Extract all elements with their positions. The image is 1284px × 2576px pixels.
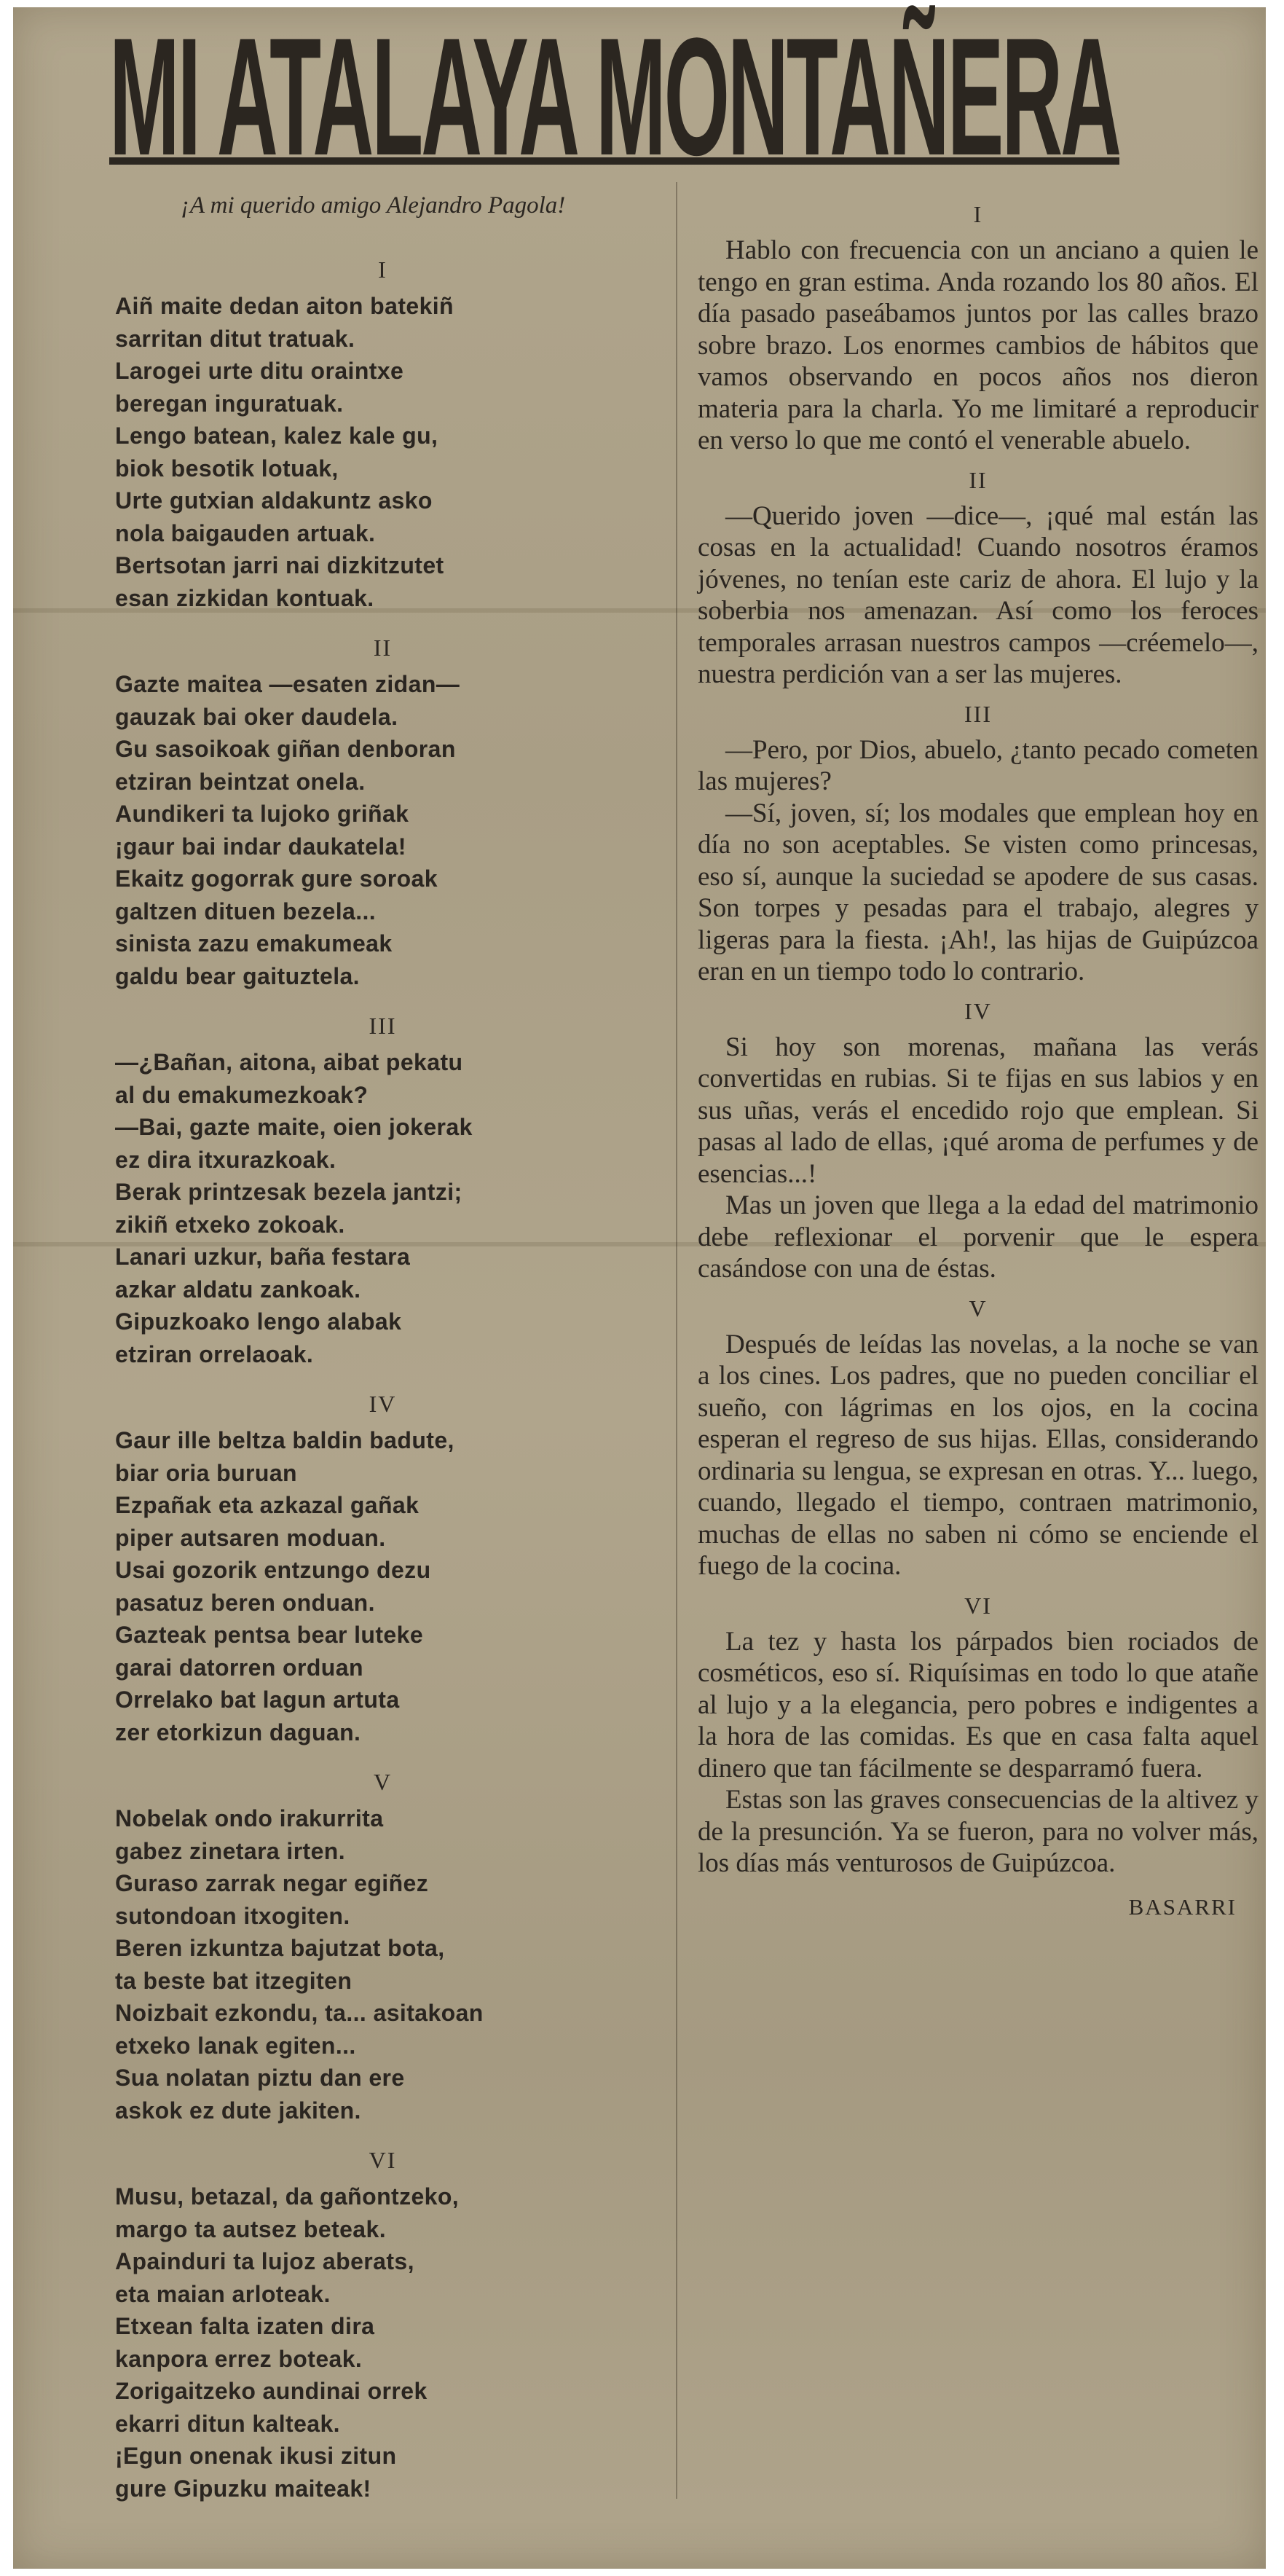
verse-line: ¡gaur bai indar daukatela! — [115, 833, 406, 860]
poem-stanza — [115, 1046, 650, 1370]
verse-line: Guraso zarrak negar egiñez — [115, 1870, 429, 1896]
verse-line: esan zizkidan kontuak. — [115, 584, 374, 611]
verse-line: Usai gozorik entzungo dezu — [115, 1557, 431, 1583]
prose-paragraph: Estas son las graves consecuencias de la altivez y de la presunción. Ya se fueron, para no volver más, los días más venturosos de Guipúzcoa. — [698, 1785, 1259, 1878]
author-signature: BASARRI — [1128, 1893, 1237, 1920]
spanish-prose-column — [698, 191, 1259, 1923]
verse-line: Gazteak pentsa bear luteke — [115, 1622, 424, 1648]
section-numeral: V — [969, 1295, 988, 1322]
prose-paragraph: Después de leídas las novelas, a la noche se van a los cines. Los padres, que no pueden conciliar el sueño, con lágrimas en los ojos, en la cocina esperan el regreso de sus hijas. Ellas, considerando ordinaria su lengua, se expresan en otras. Y... luego, cuando, llegado el tiempo, contraen matrimonio, muchas de ellas no saben ni cómo se enciende el fuego de la cocina. — [698, 1329, 1259, 1581]
verse-line: Urte gutxian aldakuntz asko — [115, 487, 433, 514]
verse-line: Gazte maitea —esaten zidan— — [115, 671, 460, 697]
verse-line: sinista zazu emakumeak — [115, 930, 393, 957]
poem-stanza — [115, 1424, 650, 1748]
prose-paragraph: Si hoy son morenas, mañana las verás convertidas en rubias. Si te fijas en sus labios y en sus uñas, verás el encedido rojo que emplean. Si pasas al lado de ellas, ¡qué aroma de perfumes y de esencias...! — [698, 1032, 1259, 1189]
verse-line: ez dira itxurazkoak. — [115, 1146, 336, 1173]
verse-line: Gipuzkoako lengo alabak — [115, 1308, 402, 1335]
stanza-numeral: III — [369, 1013, 397, 1039]
verse-line: margo ta autsez beteak. — [115, 2215, 386, 2242]
verse-line: biar oria buruan — [115, 1459, 297, 1486]
poem-stanza — [115, 1802, 650, 2127]
verse-line: galtzen dituen bezela... — [115, 898, 377, 924]
stanza-numeral: V — [373, 1769, 393, 1795]
prose-paragraph: —Pero, por Dios, abuelo, ¿tanto pecado cometen las mujeres? — [698, 734, 1259, 796]
headline: MI ATALAYA MONTAÑERA — [109, 3, 1119, 190]
verse-line: Sua nolatan piztu dan ere — [115, 2065, 405, 2091]
verse-line: gabez zinetara irten. — [115, 1837, 346, 1864]
prose-section — [698, 1329, 1259, 1582]
stanza-numeral: II — [373, 635, 393, 661]
verse-line: al du emakumezkoak? — [115, 1081, 369, 1108]
verse-line: piper autsaren moduan. — [115, 1524, 386, 1551]
verse-line: sutondoan itxogiten. — [115, 1902, 350, 1929]
verse-line: Nobelak ondo irakurrita — [115, 1805, 384, 1831]
section-numeral: III — [964, 700, 992, 727]
verse-line: Orrelako bat lagun artuta — [115, 1686, 400, 1713]
verse-line: garai datorren orduan — [115, 1654, 363, 1681]
verse-line: azkar aldatu zankoak. — [115, 1276, 361, 1303]
verse-line: kanpora errez boteak. — [115, 2345, 363, 2372]
stanza-numeral: I — [378, 256, 387, 283]
verse-line: galdu bear gaituztela. — [115, 962, 360, 989]
prose-section — [698, 1626, 1259, 1880]
verse-line: beregan inguratuak. — [115, 390, 344, 417]
verse-line: Apainduri ta lujoz aberats, — [115, 2248, 414, 2274]
stanza-numeral: VI — [369, 2147, 397, 2173]
verse-line: Lanari uzkur, baña festara — [115, 1244, 411, 1270]
verse-line: Gu sasoikoak giñan denboran — [115, 736, 456, 762]
verse-line: Beren izkuntza bajutzat bota, — [115, 1935, 445, 1961]
verse-line: Bertsotan jarri nai dizkitzutet — [115, 552, 444, 578]
verse-line: Lengo batean, kalez kale gu, — [115, 423, 438, 449]
prose-section — [698, 1032, 1259, 1285]
verse-line: ¡Egun onenak ikusi zitun — [115, 2443, 397, 2469]
prose-section — [698, 500, 1259, 691]
prose-paragraph: —Querido joven —dice—, ¡qué mal están las cosas en la actualidad! Cuando nosotros éramos jóvenes, no tenían este cariz de ahora. El lujo y la soberbia nos amenazan. Así como los feroces temporales arrasan nuestros campos —créemelo—, nuestra perdición van a ser las mujeres. — [698, 500, 1259, 689]
verse-line: nola baigauden artuak. — [115, 519, 376, 546]
verse-line: sarritan ditut tratuak. — [115, 325, 355, 352]
prose-paragraph: Mas un joven que llega a la edad del matrimonio debe reflexionar el porvenir que le espera casándose con una de éstas. — [698, 1190, 1259, 1284]
verse-line: Noizbait ezkondu, ta... asitakoan — [115, 2000, 484, 2026]
section-numeral: IV — [964, 997, 992, 1024]
verse-line: Etxean falta izaten dira — [115, 2313, 375, 2339]
stanza-numeral: IV — [369, 1391, 397, 1417]
dedication: ¡A mi querido amigo Alejandro Pagola! — [181, 192, 566, 219]
verse-line: Berak printzesak bezela jantzi; — [115, 1179, 462, 1205]
verse-line: —¿Bañan, aitona, aibat pekatu — [115, 1049, 463, 1075]
basque-poem-column — [115, 191, 650, 2521]
verse-line: eta maian arloteak. — [115, 2280, 331, 2307]
verse-line: etxeko lanak egiten... — [115, 2032, 356, 2059]
verse-line: Musu, betazal, da gañontzeko, — [115, 2183, 460, 2210]
verse-line: Aiñ maite dedan aiton batekiñ — [115, 293, 454, 319]
verse-line: gure Gipuzku maiteak! — [115, 2475, 371, 2502]
prose-paragraph: —Sí, joven, sí; los modales que emplean hoy en día no son aceptables. Se visten como princesas, eso sí, aunque la suciedad se apodere de sus casas. Son torpes y pesadas para el trabajo, alegres y ligeras para la fiesta. ¡Ah!, las hijas de Guipúzcoa eran en un tiempo todo lo contrario. — [698, 798, 1259, 986]
verse-line: Gaur ille beltza baldin badute, — [115, 1427, 454, 1453]
verse-line: zikiñ etxeko zokoak. — [115, 1211, 345, 1238]
poem-stanza — [115, 668, 650, 992]
verse-line: Larogei urte ditu oraintxe — [115, 358, 404, 384]
prose-paragraph: La tez y hasta los párpados bien rociados de cosméticos, eso sí. Riquísimas en todo lo que atañe al lujo y a la elegancia, pero pobres e indigentes a la hora de las comidas. Es que en casa falta aquel dinero que tan fácilmente se desparramó fuera. — [698, 1626, 1259, 1783]
section-numeral: VI — [964, 1592, 992, 1619]
verse-line: zer etorkizun daguan. — [115, 1719, 361, 1746]
section-numeral: II — [969, 466, 988, 493]
verse-line: askok ez dute jakiten. — [115, 2097, 361, 2124]
prose-paragraph: Hablo con frecuencia con un anciano a quien le tengo en gran estima. Anda rozando los 80 años. El día pasado paseábamos juntos por las calles brazo sobre brazo. Los enormes cambios de hábitos que vamos observando en pocos años nos dieron materia para la charla. Yo me limitaré a reproducir en verso lo que me contó el venerable abuelo. — [698, 235, 1259, 455]
verse-line: etziran orrelaoak. — [115, 1340, 314, 1367]
verse-line: biok besotik lotuak, — [115, 455, 339, 482]
verse-line: Zorigaitzeko aundinai orrek — [115, 2378, 428, 2404]
verse-line: gauzak bai oker daudela. — [115, 703, 398, 730]
poem-stanza — [115, 2180, 650, 2505]
verse-line: etziran beintzat onela. — [115, 768, 366, 795]
verse-line: Ezpañak eta azkazal gañak — [115, 1492, 420, 1518]
verse-line: ta beste bat itzegiten — [115, 1967, 352, 1994]
prose-section — [698, 734, 1259, 988]
column-divider — [676, 182, 677, 2499]
verse-line: pasatuz beren onduan. — [115, 1589, 375, 1616]
verse-line: Ekaitz gogorrak gure soroak — [115, 865, 438, 892]
verse-line: Aundikeri ta lujoko griñak — [115, 801, 409, 827]
verse-line: ekarri ditun kalteak. — [115, 2410, 340, 2437]
poem-stanza — [115, 290, 650, 614]
section-numeral: I — [973, 201, 983, 227]
verse-line: —Bai, gazte maite, oien jokerak — [115, 1114, 473, 1140]
prose-section — [698, 235, 1259, 457]
